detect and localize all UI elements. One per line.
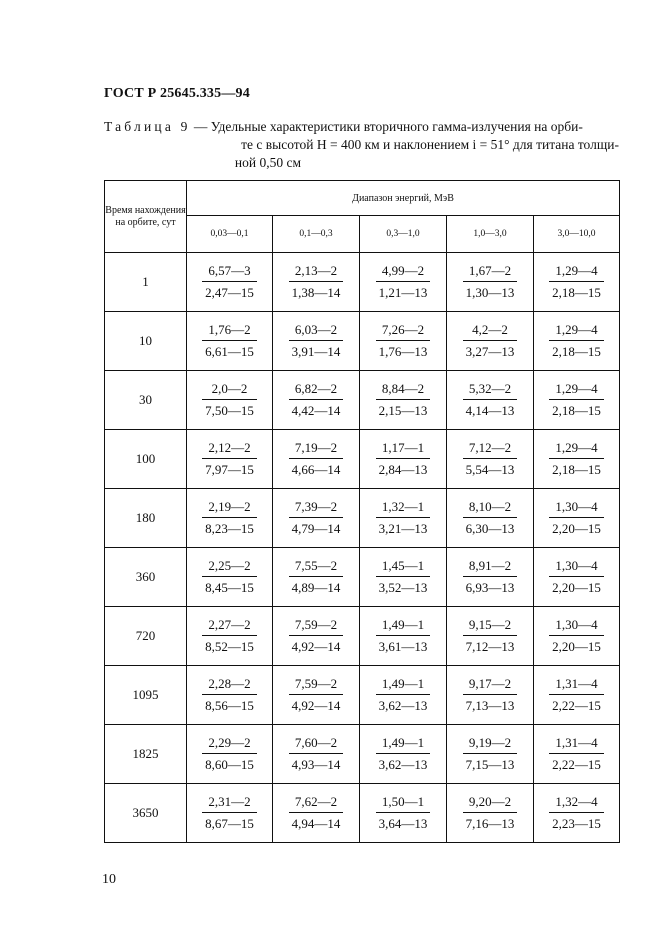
fraction-denominator: 2,22—15 xyxy=(552,757,601,772)
fraction-denominator: 7,16—13 xyxy=(465,816,515,831)
row-label: 720 xyxy=(105,607,187,666)
fraction-denominator: 3,21—13 xyxy=(378,521,428,536)
value-cell xyxy=(534,312,620,371)
fraction-numerator: 9,19—2 xyxy=(463,734,518,754)
column-header: 3,0—10,0 xyxy=(534,216,620,253)
fraction xyxy=(289,675,344,714)
fraction-denominator: 4,42—14 xyxy=(291,403,341,418)
fraction-numerator: 6,82—2 xyxy=(289,380,344,400)
fraction-denominator: 4,93—14 xyxy=(291,757,341,772)
value-cell xyxy=(360,607,447,666)
fraction-numerator: 7,59—2 xyxy=(289,675,344,695)
fraction xyxy=(549,793,604,832)
value-cell xyxy=(534,784,620,843)
fraction-denominator: 3,27—13 xyxy=(465,344,515,359)
fraction-numerator: 1,30—4 xyxy=(549,616,604,636)
fraction-numerator: 1,29—4 xyxy=(549,439,604,459)
value-cell xyxy=(187,607,273,666)
value-cell xyxy=(447,253,534,312)
table-row xyxy=(105,489,620,548)
fraction-numerator: 2,13—2 xyxy=(289,262,344,282)
fraction xyxy=(549,262,604,301)
fraction-denominator: 7,50—15 xyxy=(205,403,254,418)
fraction xyxy=(376,321,431,360)
fraction-denominator: 7,13—13 xyxy=(465,698,515,713)
row-label: 360 xyxy=(105,548,187,607)
fraction-numerator: 6,57—3 xyxy=(202,262,257,282)
fraction xyxy=(376,793,431,832)
fraction xyxy=(202,793,257,832)
column-header: 1,0—3,0 xyxy=(447,216,534,253)
fraction-denominator: 2,20—15 xyxy=(552,639,601,654)
fraction-numerator: 1,29—4 xyxy=(549,321,604,341)
value-cell xyxy=(187,784,273,843)
fraction-denominator: 6,61—15 xyxy=(205,344,254,359)
value-cell xyxy=(273,666,360,725)
fraction-denominator: 2,18—15 xyxy=(552,403,601,418)
fraction-numerator: 1,31—4 xyxy=(549,675,604,695)
value-cell xyxy=(447,312,534,371)
value-cell xyxy=(273,253,360,312)
row-label: 180 xyxy=(105,489,187,548)
value-cell xyxy=(534,430,620,489)
fraction xyxy=(463,498,518,537)
value-cell xyxy=(187,666,273,725)
fraction-denominator: 3,61—13 xyxy=(378,639,428,654)
column-header: 0,1—0,3 xyxy=(273,216,360,253)
energy-range-header: Диапазон энергий, МэВ xyxy=(187,181,620,216)
fraction-numerator: 1,32—1 xyxy=(376,498,431,518)
fraction-denominator: 2,22—15 xyxy=(552,698,601,713)
fraction-numerator: 1,30—4 xyxy=(549,498,604,518)
fraction xyxy=(463,380,518,419)
row-label: 3650 xyxy=(105,784,187,843)
value-cell xyxy=(447,548,534,607)
value-cell xyxy=(534,666,620,725)
value-cell xyxy=(187,430,273,489)
fraction-denominator: 2,23—15 xyxy=(552,816,601,831)
fraction xyxy=(549,734,604,773)
fraction-denominator: 2,18—15 xyxy=(552,462,601,477)
value-cell xyxy=(360,253,447,312)
fraction-denominator: 4,14—13 xyxy=(465,403,515,418)
data-table xyxy=(104,180,620,843)
fraction xyxy=(376,439,431,478)
value-cell xyxy=(187,489,273,548)
fraction xyxy=(289,557,344,596)
fraction-denominator: 4,89—14 xyxy=(291,580,341,595)
fraction xyxy=(376,498,431,537)
fraction-numerator: 1,67—2 xyxy=(463,262,518,282)
value-cell xyxy=(534,607,620,666)
fraction xyxy=(289,321,344,360)
value-cell xyxy=(447,607,534,666)
fraction-denominator: 4,94—14 xyxy=(291,816,341,831)
fraction-numerator: 2,25—2 xyxy=(202,557,257,577)
value-cell xyxy=(273,312,360,371)
fraction xyxy=(289,439,344,478)
value-cell xyxy=(360,725,447,784)
fraction-denominator: 2,20—15 xyxy=(552,580,601,595)
fraction-numerator: 1,49—1 xyxy=(376,734,431,754)
fraction xyxy=(202,498,257,537)
value-cell xyxy=(447,489,534,548)
fraction-numerator: 9,17—2 xyxy=(463,675,518,695)
fraction xyxy=(463,439,518,478)
fraction-denominator: 7,15—13 xyxy=(465,757,515,772)
fraction-denominator: 2,15—13 xyxy=(378,403,428,418)
fraction-denominator: 4,92—14 xyxy=(291,639,341,654)
fraction-numerator: 2,27—2 xyxy=(202,616,257,636)
value-cell xyxy=(447,430,534,489)
value-cell xyxy=(273,725,360,784)
fraction-numerator: 2,29—2 xyxy=(202,734,257,754)
fraction xyxy=(463,734,518,773)
fraction-denominator: 6,93—13 xyxy=(465,580,515,595)
fraction-denominator: 8,52—15 xyxy=(205,639,254,654)
value-cell xyxy=(273,548,360,607)
row-label: 100 xyxy=(105,430,187,489)
fraction xyxy=(549,616,604,655)
fraction-numerator: 2,12—2 xyxy=(202,439,257,459)
fraction xyxy=(289,380,344,419)
fraction-numerator: 4,99—2 xyxy=(376,262,431,282)
row-label: 1 xyxy=(105,253,187,312)
table-row xyxy=(105,548,620,607)
fraction xyxy=(549,321,604,360)
value-cell xyxy=(534,371,620,430)
fraction-numerator: 1,31—4 xyxy=(549,734,604,754)
value-cell xyxy=(447,725,534,784)
fraction xyxy=(549,380,604,419)
fraction-denominator: 8,60—15 xyxy=(205,757,254,772)
fraction-numerator: 1,30—4 xyxy=(549,557,604,577)
fraction xyxy=(376,557,431,596)
value-cell xyxy=(447,371,534,430)
fraction xyxy=(549,675,604,714)
page-number: 10 xyxy=(102,872,116,887)
fraction-denominator: 2,18—15 xyxy=(552,344,601,359)
fraction-denominator: 6,30—13 xyxy=(465,521,515,536)
fraction-numerator: 1,49—1 xyxy=(376,616,431,636)
value-cell xyxy=(187,371,273,430)
fraction-numerator: 1,49—1 xyxy=(376,675,431,695)
value-cell xyxy=(187,312,273,371)
fraction-denominator: 2,20—15 xyxy=(552,521,601,536)
fraction xyxy=(202,557,257,596)
caption-line-3: ной 0,50 см xyxy=(234,155,301,170)
row-label: 10 xyxy=(105,312,187,371)
fraction xyxy=(463,262,518,301)
time-header: Время нахождения на орбите, сут xyxy=(105,181,187,253)
value-cell xyxy=(534,548,620,607)
fraction xyxy=(202,616,257,655)
fraction-denominator: 2,18—15 xyxy=(552,285,601,300)
fraction-numerator: 2,31—2 xyxy=(202,793,257,813)
fraction-numerator: 2,0—2 xyxy=(202,380,257,400)
fraction-denominator: 2,47—15 xyxy=(205,285,254,300)
value-cell xyxy=(360,430,447,489)
fraction-denominator: 7,12—13 xyxy=(465,639,515,654)
fraction-numerator: 1,29—4 xyxy=(549,262,604,282)
fraction xyxy=(463,675,518,714)
caption-lead: Таблица 9 xyxy=(104,119,191,134)
fraction-denominator: 8,67—15 xyxy=(205,816,254,831)
fraction-denominator: 8,45—15 xyxy=(205,580,254,595)
value-cell xyxy=(534,725,620,784)
table-row xyxy=(105,607,620,666)
value-cell xyxy=(273,784,360,843)
fraction-numerator: 4,2—2 xyxy=(463,321,518,341)
value-cell xyxy=(360,666,447,725)
fraction xyxy=(376,616,431,655)
fraction xyxy=(289,498,344,537)
table-row xyxy=(105,725,620,784)
fraction-numerator: 7,59—2 xyxy=(289,616,344,636)
fraction xyxy=(289,734,344,773)
table-body xyxy=(105,253,620,843)
caption-line-1 xyxy=(104,118,619,136)
document-header: ГОСТ Р 25645.335—94 xyxy=(104,86,250,101)
fraction xyxy=(202,380,257,419)
fraction-denominator: 4,79—14 xyxy=(291,521,341,536)
value-cell xyxy=(447,784,534,843)
fraction-numerator: 1,45—1 xyxy=(376,557,431,577)
value-cell xyxy=(273,371,360,430)
fraction-numerator: 1,29—4 xyxy=(549,380,604,400)
value-cell xyxy=(187,253,273,312)
fraction-denominator: 3,62—13 xyxy=(378,698,428,713)
fraction xyxy=(202,675,257,714)
fraction xyxy=(463,616,518,655)
row-label: 1825 xyxy=(105,725,187,784)
value-cell xyxy=(447,666,534,725)
fraction xyxy=(549,498,604,537)
fraction-numerator: 6,03—2 xyxy=(289,321,344,341)
table-row xyxy=(105,430,620,489)
fraction-denominator: 3,52—13 xyxy=(378,580,428,595)
fraction xyxy=(549,557,604,596)
fraction xyxy=(463,793,518,832)
fraction-denominator: 3,64—13 xyxy=(378,816,428,831)
value-cell xyxy=(187,725,273,784)
fraction-denominator: 1,30—13 xyxy=(465,285,515,300)
table-row xyxy=(105,253,620,312)
caption-line-1-text: — Удельные характеристики вторичного гамма-излучения на орби- xyxy=(190,119,583,134)
fraction-numerator: 9,20—2 xyxy=(463,793,518,813)
value-cell xyxy=(534,253,620,312)
value-cell xyxy=(360,548,447,607)
value-cell xyxy=(360,489,447,548)
value-cell xyxy=(187,548,273,607)
fraction xyxy=(376,675,431,714)
fraction-numerator: 8,10—2 xyxy=(463,498,518,518)
fraction xyxy=(202,262,257,301)
fraction-denominator: 3,62—13 xyxy=(378,757,428,772)
fraction xyxy=(202,321,257,360)
fraction xyxy=(289,262,344,301)
fraction-numerator: 7,62—2 xyxy=(289,793,344,813)
fraction-numerator: 1,32—4 xyxy=(549,793,604,813)
fraction-numerator: 1,17—1 xyxy=(376,439,431,459)
fraction-numerator: 1,50—1 xyxy=(376,793,431,813)
fraction xyxy=(202,439,257,478)
fraction-numerator: 8,84—2 xyxy=(376,380,431,400)
fraction-numerator: 7,39—2 xyxy=(289,498,344,518)
table-row xyxy=(105,784,620,843)
fraction-denominator: 7,97—15 xyxy=(205,462,254,477)
fraction xyxy=(289,616,344,655)
fraction-numerator: 5,32—2 xyxy=(463,380,518,400)
fraction xyxy=(376,262,431,301)
fraction xyxy=(202,734,257,773)
fraction-numerator: 7,60—2 xyxy=(289,734,344,754)
fraction xyxy=(463,557,518,596)
row-label: 30 xyxy=(105,371,187,430)
value-cell xyxy=(360,784,447,843)
fraction-denominator: 1,76—13 xyxy=(378,344,428,359)
fraction-numerator: 7,19—2 xyxy=(289,439,344,459)
fraction-numerator: 1,76—2 xyxy=(202,321,257,341)
fraction xyxy=(376,734,431,773)
value-cell xyxy=(273,489,360,548)
fraction xyxy=(463,321,518,360)
fraction-denominator: 3,91—14 xyxy=(291,344,341,359)
column-header: 0,3—1,0 xyxy=(360,216,447,253)
fraction-numerator: 8,91—2 xyxy=(463,557,518,577)
value-cell xyxy=(273,430,360,489)
column-header: 0,03—0,1 xyxy=(187,216,273,253)
table-row xyxy=(105,666,620,725)
value-cell xyxy=(360,312,447,371)
fraction-numerator: 7,12—2 xyxy=(463,439,518,459)
fraction-denominator: 4,92—14 xyxy=(291,698,341,713)
fraction-denominator: 4,66—14 xyxy=(291,462,341,477)
fraction-denominator: 2,84—13 xyxy=(378,462,428,477)
fraction-numerator: 2,28—2 xyxy=(202,675,257,695)
fraction xyxy=(289,793,344,832)
fraction-numerator: 2,19—2 xyxy=(202,498,257,518)
value-cell xyxy=(360,371,447,430)
table-caption xyxy=(104,118,619,172)
fraction-denominator: 1,38—14 xyxy=(291,285,341,300)
value-cell xyxy=(534,489,620,548)
fraction-denominator: 8,23—15 xyxy=(205,521,254,536)
row-label: 1095 xyxy=(105,666,187,725)
fraction-denominator: 5,54—13 xyxy=(465,462,515,477)
fraction-numerator: 7,55—2 xyxy=(289,557,344,577)
table-row xyxy=(105,371,620,430)
fraction-denominator: 1,21—13 xyxy=(378,285,428,300)
table-row xyxy=(105,312,620,371)
fraction xyxy=(549,439,604,478)
value-cell xyxy=(273,607,360,666)
fraction-numerator: 7,26—2 xyxy=(376,321,431,341)
fraction xyxy=(376,380,431,419)
fraction-denominator: 8,56—15 xyxy=(205,698,254,713)
fraction-numerator: 9,15—2 xyxy=(463,616,518,636)
caption-line-2: те с высотой H = 400 км и наклонением i = 51° для титана толщи- xyxy=(241,137,619,152)
